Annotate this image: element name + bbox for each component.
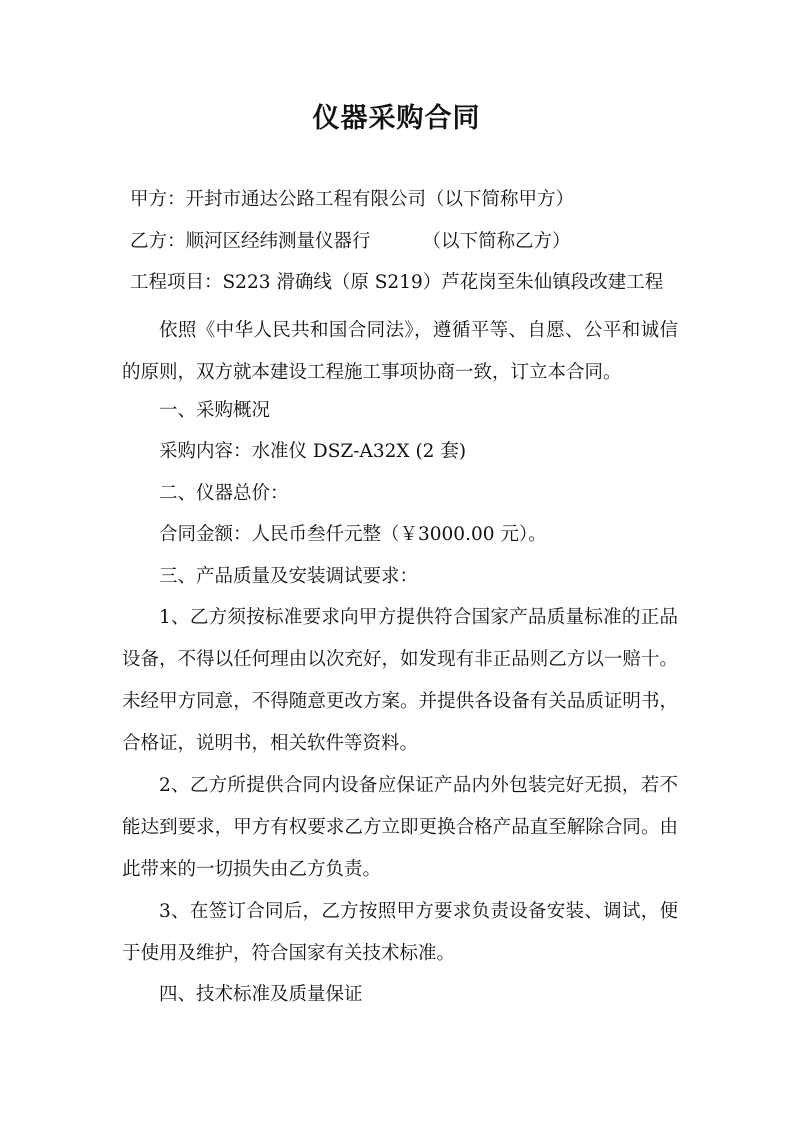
clause-1-paragraph: 1、乙方须按标准要求向甲方提供符合国家产品质量标准的正品设备，不得以任何理由以次充好，如发现有非正品则乙方以一赔十。未经甲方同意，不得随意更改方案。并提供各设备有关品质证明书，合格证，说明书，相关软件等资料。 xyxy=(122,607,678,754)
party-a-line: 甲方：开封市通达公路工程有限公司（以下简称甲方） xyxy=(130,189,575,210)
section4-heading: 四、技术标准及质量保证 xyxy=(159,984,363,1005)
section2-heading: 二、仪器总价： xyxy=(159,483,289,504)
purchase-content-line: 采购内容：水准仪 DSZ-A32X (2 套) xyxy=(159,441,467,462)
party-b-name: 乙方：顺河区经纬测量仪器行 xyxy=(130,231,371,252)
clause-3-paragraph: 3、在签订合同后，乙方按照甲方要求负责设备安装、调试，便于使用及维护，符合国家有关技术标准。 xyxy=(122,901,678,964)
section3-heading: 三、产品质量及安装调试要求： xyxy=(159,566,419,587)
preamble-paragraph: 依照《中华人民共和国合同法》，遵循平等、自愿、公平和诚信的原则，双方就本建设工程施工事项协商一致，订立本合同。 xyxy=(122,320,678,383)
project-line: 工程项目：S223 滑确线（原 S219）芦花岗至朱仙镇段改建工程 xyxy=(130,272,664,293)
section1-heading: 一、采购概况 xyxy=(159,400,271,421)
party-b-line xyxy=(130,230,571,254)
document-title: 仪器采购合同 xyxy=(312,103,481,134)
party-b-suffix: （以下简称乙方） xyxy=(422,231,571,252)
contract-amount-line: 合同金额：人民币叁仟元整（￥3000.00 元）。 xyxy=(159,524,547,545)
clause-2-paragraph: 2、乙方所提供合同内设备应保证产品内外包装完好无损，若不能达到要求，甲方有权要求乙方立即更换合格产品直至解除合同。由此带来的一切损失由乙方负责。 xyxy=(122,775,678,880)
